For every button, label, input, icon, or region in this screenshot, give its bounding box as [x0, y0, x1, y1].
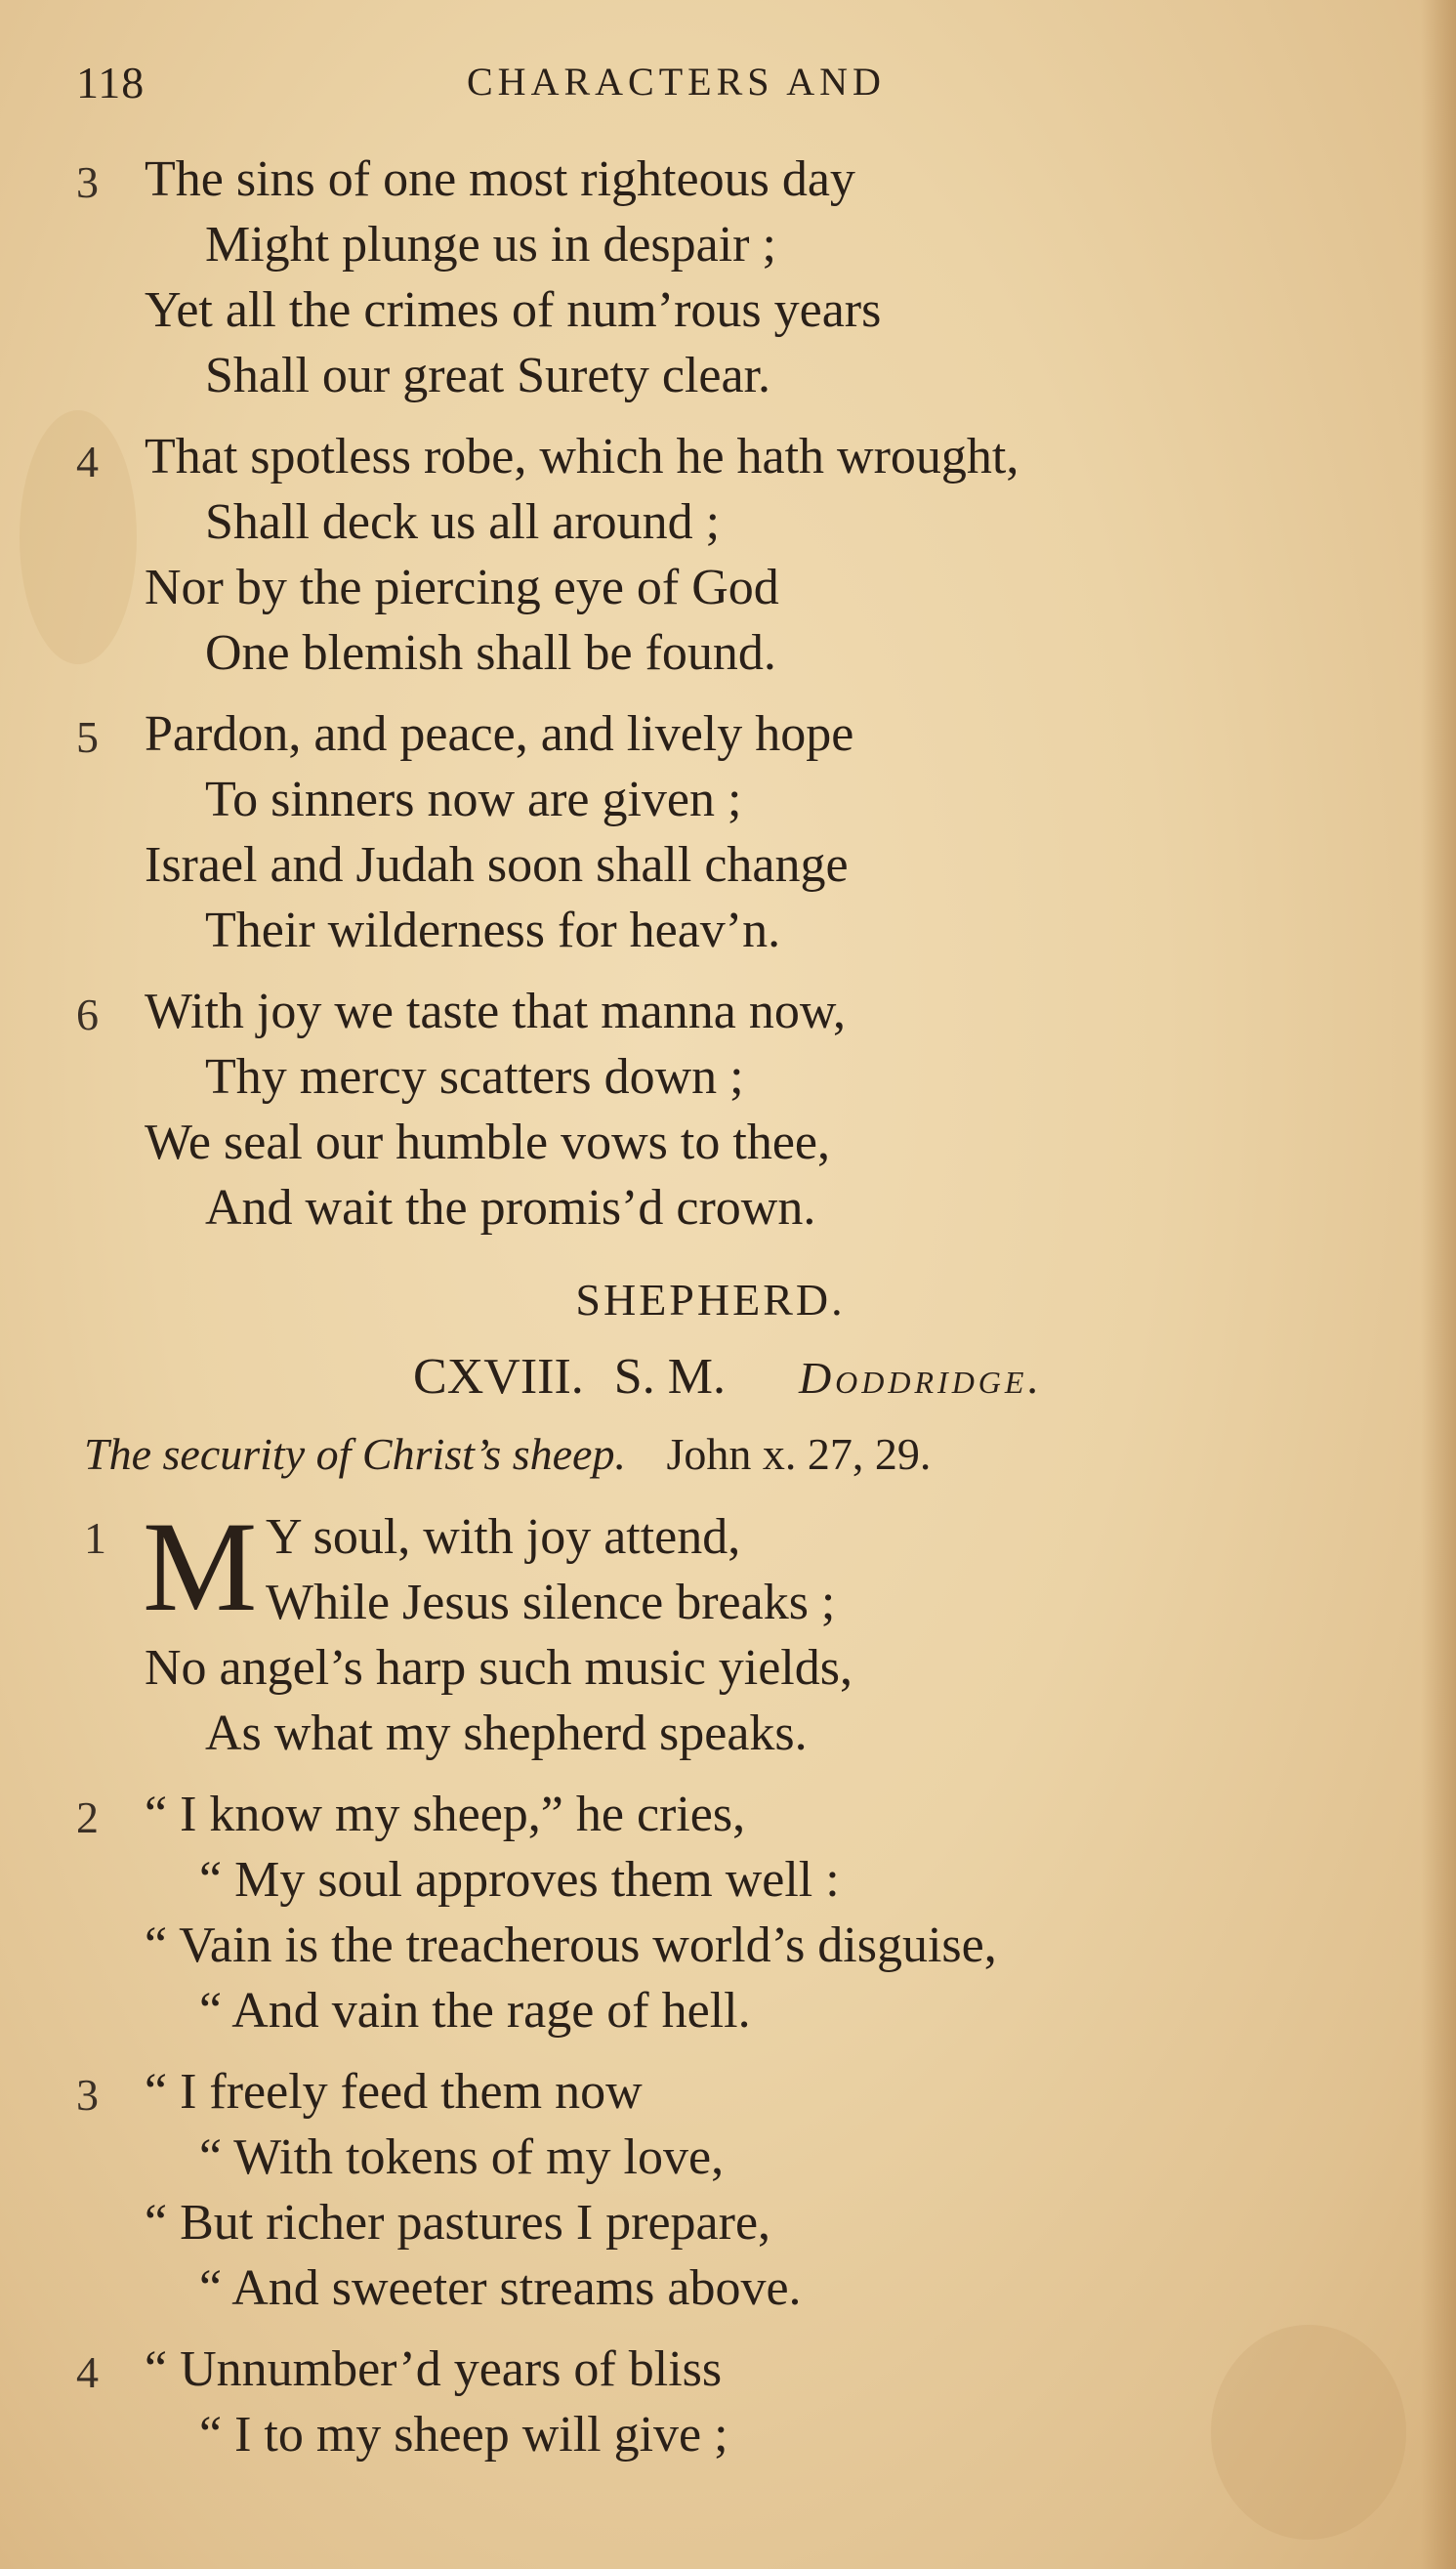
- verse-line: “ And sweeter streams above.: [199, 2260, 802, 2316]
- verse-line: Shall deck us all around ;: [205, 494, 721, 550]
- hymn-subtitle: [84, 1429, 932, 1479]
- scripture-reference: John x. 27, 29.: [666, 1429, 932, 1479]
- verse-line: One blemish shall be found.: [205, 625, 776, 681]
- hymn-number: CXVIII.: [413, 1349, 584, 1405]
- verse-number: 1: [84, 1513, 106, 1563]
- hymn-meter: S. M.: [613, 1349, 726, 1405]
- verse-number: 3: [76, 157, 99, 207]
- section-title: SHEPHERD.: [575, 1275, 846, 1325]
- verse-line: “ I know my sheep,” he cries,: [145, 1787, 746, 1842]
- verse-line: As what my shepherd speaks.: [205, 1706, 808, 1761]
- verse-line: With joy we taste that manna now,: [145, 984, 847, 1039]
- verse-line: Nor by the piercing eye of God: [145, 560, 779, 615]
- verse-number: 2: [76, 1792, 99, 1842]
- running-title: CHARACTERS AND: [467, 60, 886, 104]
- verse-number: 5: [76, 712, 99, 762]
- verse-number: 4: [76, 437, 99, 486]
- verse-line: “ And vain the rage of hell.: [199, 1983, 751, 2039]
- verse-line: No angel’s harp such music yields,: [145, 1640, 853, 1696]
- verse-line: That spotless robe, which he hath wrought,: [145, 429, 1019, 484]
- verse-line: Yet all the crimes of num’rous years: [145, 282, 882, 338]
- verse-number: 6: [76, 990, 99, 1039]
- paper-stain: [1211, 2325, 1406, 2540]
- verse-line: “ I to my sheep will give ;: [199, 2407, 728, 2463]
- verse-line: Israel and Judah soon shall change: [145, 837, 849, 893]
- verse-line: While Jesus silence breaks ;: [266, 1575, 836, 1630]
- verse-line: To sinners now are given ;: [205, 772, 742, 827]
- hymn-heading: [0, 1349, 1456, 1405]
- verse-number: 4: [76, 2347, 99, 2397]
- drop-cap: M: [143, 1495, 258, 1638]
- verse-line: Pardon, and peace, and lively hope: [145, 706, 854, 762]
- verse-line: “ I freely feed them now: [145, 2064, 643, 2120]
- verse-line: “ With tokens of my love,: [199, 2129, 725, 2185]
- verse-line: Shall our great Surety clear.: [205, 348, 771, 403]
- verse-line: “ Vain is the treacherous world’s disguise,: [145, 1917, 997, 1973]
- verse-line: And wait the promis’d crown.: [205, 1180, 816, 1236]
- verse-number: 3: [76, 2070, 99, 2120]
- verse-line: The sins of one most righteous day: [145, 151, 855, 207]
- verse-line: Their wilderness for heav’n.: [205, 903, 781, 958]
- subtitle-text: The security of Christ’s sheep.: [84, 1429, 626, 1479]
- verse-line: Thy mercy scatters down ;: [205, 1049, 744, 1105]
- verse-line: “ But richer pastures I prepare,: [145, 2195, 771, 2251]
- verse-line: Might plunge us in despair ;: [205, 217, 776, 273]
- verse-line: Y soul, with joy attend,: [266, 1509, 741, 1565]
- verse-line: We seal our humble vows to thee,: [145, 1115, 830, 1170]
- verse-line: “ Unnumber’d years of bliss: [145, 2341, 723, 2397]
- verse-line: “ My soul approves them well :: [199, 1852, 840, 1908]
- page-number: 118: [76, 58, 146, 107]
- hymn-author: Doddridge.: [798, 1353, 1043, 1403]
